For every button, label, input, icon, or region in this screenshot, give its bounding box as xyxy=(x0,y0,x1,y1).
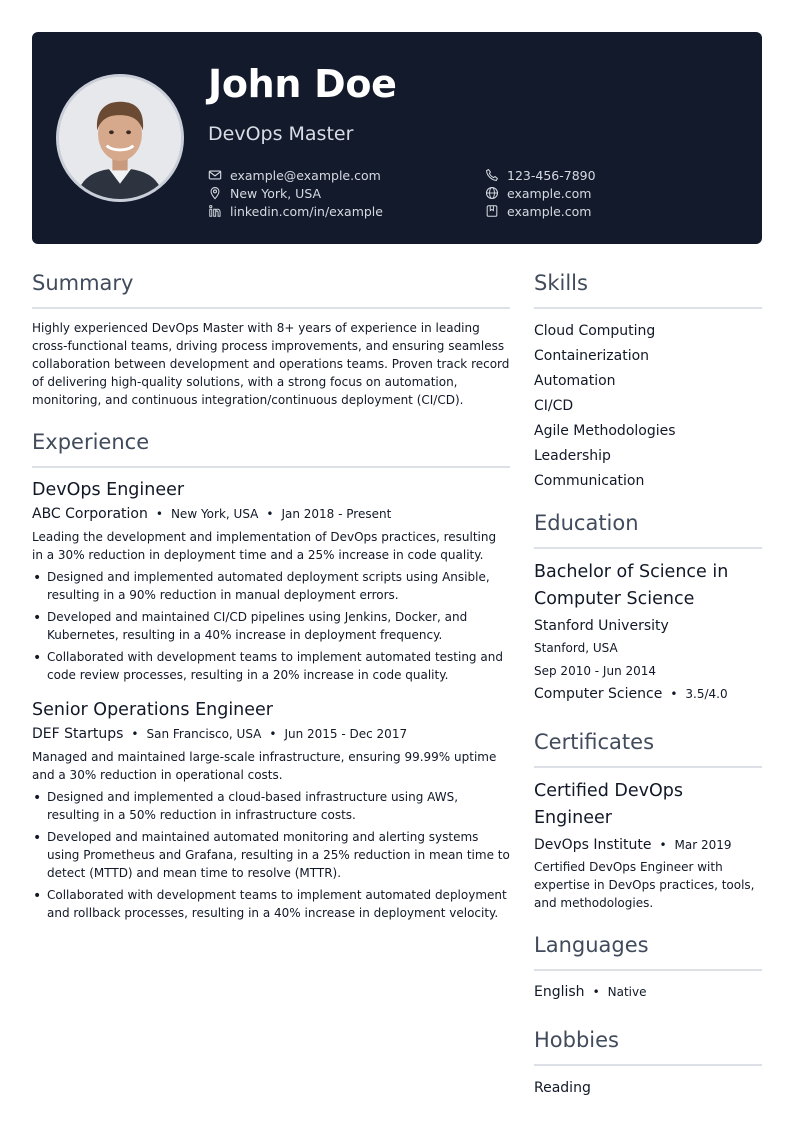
certificate-date: Mar 2019 xyxy=(674,838,732,852)
job-dates: Jun 2015 - Dec 2017 xyxy=(284,727,408,741)
portfolio-text: example.com xyxy=(507,203,592,219)
certificate-description: Certified DevOps Engineer with expertise in DevOps practices, tools, and methodologies. xyxy=(534,860,755,910)
mail-icon xyxy=(208,168,222,182)
skill-item: Automation xyxy=(534,373,616,389)
email-text: example@example.com xyxy=(230,167,381,183)
separator-dot: • xyxy=(659,838,667,852)
separator-dot: • xyxy=(155,507,163,521)
summary-title: Summary xyxy=(32,268,510,309)
contact-portfolio[interactable] xyxy=(485,202,591,220)
candidate-headline: DevOps Master xyxy=(208,123,354,145)
globe-icon xyxy=(485,186,499,200)
hobby-item: Reading xyxy=(534,1080,591,1096)
certificates-title: Certificates xyxy=(534,727,762,768)
bookmark-icon xyxy=(485,204,499,218)
phone-text: 123-456-7890 xyxy=(507,167,596,183)
skills-title: Skills xyxy=(534,268,762,309)
job-company: ABC Corporation xyxy=(32,506,148,522)
separator-dot: • xyxy=(670,687,678,701)
main-column xyxy=(32,268,510,926)
language-entry xyxy=(534,981,762,1003)
skill-item: Agile Methodologies xyxy=(534,423,676,439)
website-text: example.com xyxy=(507,185,592,201)
job-meta xyxy=(32,726,510,742)
gpa: 3.5/4.0 xyxy=(685,687,728,701)
linkedin-icon xyxy=(208,204,222,218)
contact-location xyxy=(208,184,321,202)
field-of-study: Computer Science xyxy=(534,686,663,702)
job-entry xyxy=(32,478,510,684)
job-company: DEF Startups xyxy=(32,726,124,742)
job-meta xyxy=(32,506,510,522)
job-entry xyxy=(32,698,510,922)
job-bullet: • Collaborated with development teams to implement automated deployment and rollback processes, resulting in a 40% increase in deployment velocity. xyxy=(32,886,510,922)
job-dates: Jan 2018 - Present xyxy=(281,507,392,521)
skill-item: Containerization xyxy=(534,348,650,364)
location-text: New York, USA xyxy=(230,185,322,201)
skill-item: Cloud Computing xyxy=(534,323,656,339)
candidate-name: John Doe xyxy=(208,62,397,106)
side-column xyxy=(534,268,762,1101)
job-bullet: • Collaborated with development teams to implement automated testing and code review processes, resulting in a 20% increase in code quality. xyxy=(32,648,510,684)
summary-text: Highly experienced DevOps Master with 8+ years of experience in leading cross-functional teams, driving process improvements, and ensuring seamless collaboration between development and operations teams. Proven track record of delivering high-quality solutions, with a strong focus on automation, monitoring, and continuous integration/continuous deployment (CI/CD). xyxy=(32,321,510,407)
education-meta xyxy=(534,683,762,705)
languages-title: Languages xyxy=(534,930,762,971)
job-title: Senior Operations Engineer xyxy=(32,700,274,720)
languages-section xyxy=(534,930,762,1003)
job-bullets xyxy=(32,568,510,684)
separator-dot: • xyxy=(266,507,274,521)
phone-icon xyxy=(485,168,499,182)
separator-dot: • xyxy=(592,985,600,999)
certificate-meta xyxy=(534,834,762,856)
resume-header xyxy=(32,32,762,244)
contact-phone[interactable] xyxy=(485,166,596,184)
skills-list xyxy=(534,319,762,494)
skill-item: Communication xyxy=(534,473,645,489)
job-title: DevOps Engineer xyxy=(32,480,185,500)
job-bullet: • Designed and implemented automated deployment scripts using Ansible, resulting in a 90% reduction in manual deployment errors. xyxy=(32,568,510,604)
education-title: Education xyxy=(534,508,762,549)
hobbies-title: Hobbies xyxy=(534,1025,762,1066)
separator-dot: • xyxy=(269,727,277,741)
education-section xyxy=(534,508,762,705)
contact-website[interactable] xyxy=(485,184,591,202)
language-level: Native xyxy=(607,985,647,999)
job-bullets xyxy=(32,788,510,922)
job-bullet: • Developed and maintained automated monitoring and alerting systems using Prometheus and Grafana, resulting in a 25% reduction in mean time to detect (MTTD) and mean time to resolve (MTTR). xyxy=(32,828,510,882)
experience-title: Experience xyxy=(32,427,510,468)
profile-photo-icon xyxy=(59,77,181,199)
skill-item: CI/CD xyxy=(534,398,574,414)
language-name: English xyxy=(534,984,585,1000)
degree-title: Bachelor of Science in Computer Science xyxy=(534,562,729,609)
job-summary: Managed and maintained large-scale infrastructure, ensuring 99.99% uptime and a 30% reduction in operational costs. xyxy=(32,750,497,782)
job-location: New York, USA xyxy=(170,507,259,521)
map-pin-icon xyxy=(208,186,222,200)
contact-email[interactable] xyxy=(208,166,381,184)
certificate-issuer: DevOps Institute xyxy=(534,837,652,853)
contact-linkedin[interactable] xyxy=(208,202,383,220)
avatar xyxy=(56,74,184,202)
job-location: San Francisco, USA xyxy=(146,727,262,741)
job-bullet: • Developed and maintained CI/CD pipelines using Jenkins, Docker, and Kubernetes, resulting in a 40% increase in deployment frequency. xyxy=(32,608,510,644)
school-name: Stanford University xyxy=(534,618,669,634)
skill-item: Leadership xyxy=(534,448,611,464)
education-dates: Sep 2010 - Jun 2014 xyxy=(534,664,657,678)
separator-dot: • xyxy=(131,727,139,741)
job-bullet: • Designed and implemented a cloud-based infrastructure using AWS, resulting in a 50% reduction in infrastructure costs. xyxy=(32,788,510,824)
certificates-section xyxy=(534,727,762,912)
school-location: Stanford, USA xyxy=(534,641,618,655)
certificate-name: Certified DevOps Engineer xyxy=(534,781,683,828)
hobbies-section xyxy=(534,1025,762,1101)
job-summary: Leading the development and implementation of DevOps practices, resulting in a 30% reduction in deployment time and a 25% increase in code quality. xyxy=(32,530,497,562)
linkedin-text: linkedin.com/in/example xyxy=(230,203,383,219)
